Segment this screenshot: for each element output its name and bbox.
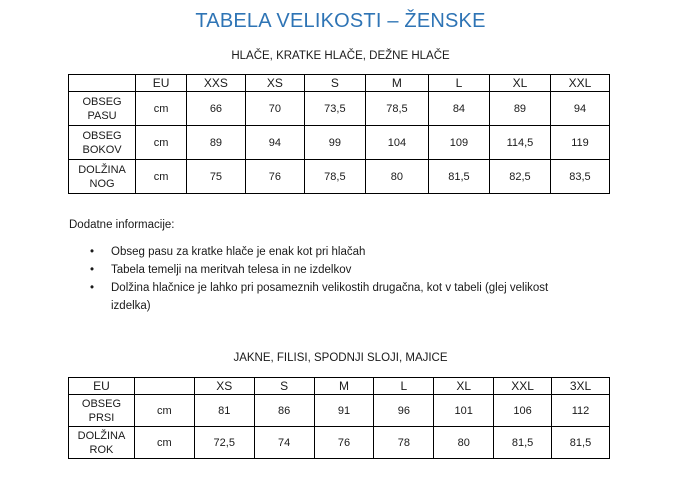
value-cell: 78,5 (365, 92, 428, 126)
value-cell: 81 (194, 395, 254, 427)
header-cell: XXL (550, 75, 609, 92)
value-cell: 114,5 (489, 126, 550, 160)
tops-size-table (68, 377, 610, 459)
header-cell: XL (434, 378, 494, 395)
pants-table-subtitle: HLAČE, KRATKE HLAČE, DEŽNE HLAČE (231, 50, 450, 62)
value-cell: 80 (365, 160, 428, 194)
value-cell: 106 (494, 395, 552, 427)
value-cell: 75 (186, 160, 245, 194)
value-cell: 80 (434, 427, 494, 459)
list-item (90, 261, 590, 279)
unit-cell: cm (136, 160, 187, 194)
value-cell: 78,5 (304, 160, 365, 194)
bullet-icon: • (90, 282, 95, 294)
header-cell: XS (194, 378, 254, 395)
value-cell: 81,5 (494, 427, 552, 459)
value-cell: 82,5 (489, 160, 550, 194)
list-item (90, 279, 590, 315)
header-cell: XXS (186, 75, 245, 92)
unit-cell: cm (136, 92, 187, 126)
header-cell: S (254, 378, 314, 395)
value-cell: 94 (550, 92, 609, 126)
info-list (90, 243, 590, 315)
row-label: OBSEG PRSI (69, 395, 135, 427)
table-row (69, 395, 610, 427)
value-cell: 91 (314, 395, 374, 427)
header-cell (134, 378, 194, 395)
value-cell: 89 (489, 92, 550, 126)
list-item-text: Dolžina hlačnice je lahko pri posameznih velikostih drugačna, kot v tabeli (glej velikost izdelka) (111, 282, 549, 312)
header-cell: XS (245, 75, 304, 92)
value-cell: 78 (374, 427, 434, 459)
table-header-row (69, 75, 610, 92)
row-label: DOLŽINA ROK (69, 427, 135, 459)
unit-cell: cm (134, 427, 194, 459)
unit-cell: cm (136, 126, 187, 160)
value-cell: 101 (434, 395, 494, 427)
header-cell: EU (136, 75, 187, 92)
value-cell: 86 (254, 395, 314, 427)
header-cell: S (304, 75, 365, 92)
bullet-icon: • (90, 264, 95, 276)
tops-table-subtitle: JAKNE, FILISI, SPODNJI SLOJI, MAJICE (233, 352, 448, 364)
header-cell: XXL (494, 378, 552, 395)
additional-info-label: Dodatne informacije: (69, 219, 175, 231)
list-item (90, 243, 590, 261)
value-cell: 73,5 (304, 92, 365, 126)
value-cell: 70 (245, 92, 304, 126)
value-cell: 94 (245, 126, 304, 160)
value-cell: 81,5 (428, 160, 489, 194)
row-label: OBSEG PASU (69, 92, 136, 126)
table-row (69, 427, 610, 459)
header-cell: L (428, 75, 489, 92)
value-cell: 89 (186, 126, 245, 160)
table-row (69, 92, 610, 126)
value-cell: 76 (245, 160, 304, 194)
value-cell: 84 (428, 92, 489, 126)
value-cell: 81,5 (552, 427, 610, 459)
table-header-row (69, 378, 610, 395)
list-item-text: Tabela temelji na meritvah telesa in ne izdelkov (111, 264, 352, 276)
value-cell: 99 (304, 126, 365, 160)
row-label: DOLŽINA NOG (69, 160, 136, 194)
table-row (69, 160, 610, 194)
value-cell: 96 (374, 395, 434, 427)
header-cell: L (374, 378, 434, 395)
bullet-icon: • (90, 246, 95, 258)
value-cell: 74 (254, 427, 314, 459)
header-cell (69, 75, 136, 92)
header-cell: M (365, 75, 428, 92)
value-cell: 83,5 (550, 160, 609, 194)
value-cell: 112 (552, 395, 610, 427)
header-cell: XL (489, 75, 550, 92)
value-cell: 66 (186, 92, 245, 126)
row-label: OBSEG BOKOV (69, 126, 136, 160)
value-cell: 109 (428, 126, 489, 160)
value-cell: 76 (314, 427, 374, 459)
header-cell: 3XL (552, 378, 610, 395)
value-cell: 119 (550, 126, 609, 160)
unit-cell: cm (134, 395, 194, 427)
value-cell: 72,5 (194, 427, 254, 459)
header-cell: EU (69, 378, 135, 395)
value-cell: 104 (365, 126, 428, 160)
pants-size-table (68, 74, 610, 194)
page-title: TABELA VELIKOSTI – ŽENSKE (195, 10, 486, 32)
table-row (69, 126, 610, 160)
list-item-text: Obseg pasu za kratke hlače je enak kot pri hlačah (111, 246, 366, 258)
header-cell: M (314, 378, 374, 395)
